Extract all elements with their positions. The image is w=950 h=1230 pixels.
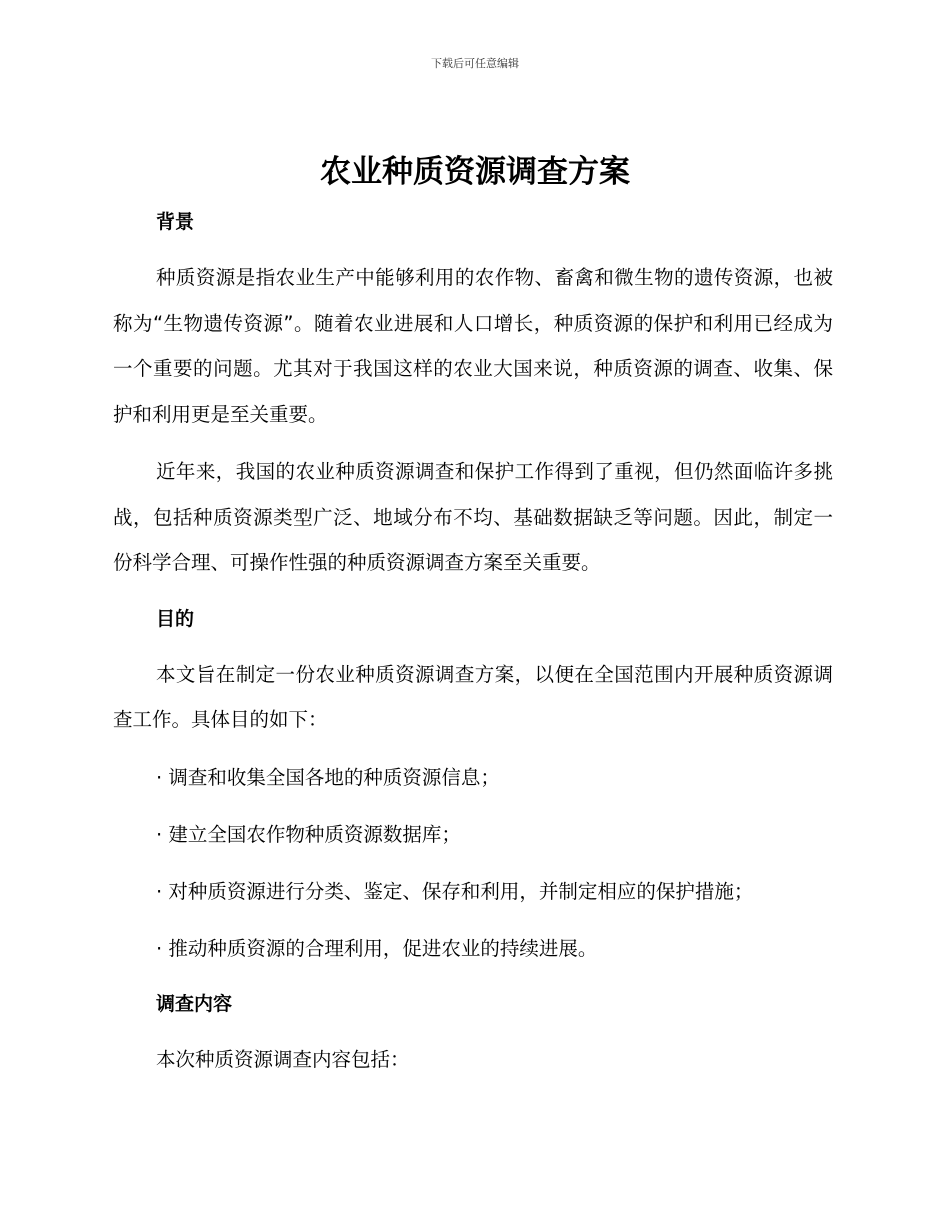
purpose-intro: 本文旨在制定一份农业种质资源调查方案，以便在全国范围内开展种质资源调查工作。具体目的如下： [113, 662, 833, 731]
background-paragraph-1: 种质资源是指农业生产中能够利用的农作物、畜禽和微生物的遗传资源，也被称为“生物遗传资源”。随着农业进展和人口增长，种质资源的保护和利用已经成为一个重要的问题。尤其对于我国这样的农业大国来说，种质资源的调查、收集、保护和利用更是至关重要。 [113, 266, 833, 426]
background-paragraph-2: 近年来，我国的农业种质资源调查和保护工作得到了重视，但仍然面临许多挑战，包括种质资源类型广泛、地域分布不均、基础数据缺乏等问题。因此，制定一份科学合理、可操作性强的种质资源调查方案至关重要。 [113, 460, 833, 574]
section-heading-content: 调查内容 [156, 992, 233, 1015]
purpose-bullet-3: · 对种质资源进行分类、鉴定、保存和利用，并制定相应的保护措施； [156, 879, 754, 903]
document-title: 农业种质资源调查方案 [320, 154, 630, 190]
content-intro: 本次种质资源调查内容包括： [156, 1047, 410, 1071]
purpose-bullet-4: · 推动种质资源的合理利用，促进农业的持续进展。 [156, 936, 598, 960]
purpose-bullet-1: · 调查和收集全国各地的种质资源信息； [156, 765, 500, 789]
header-note: 下载后可任意编辑 [431, 57, 519, 70]
section-heading-background: 背景 [156, 211, 195, 233]
document-body [113, 201, 833, 1094]
purpose-bullet-2: · 建立全国农作物种质资源数据库； [156, 822, 461, 846]
section-heading-purpose: 目的 [156, 607, 195, 630]
